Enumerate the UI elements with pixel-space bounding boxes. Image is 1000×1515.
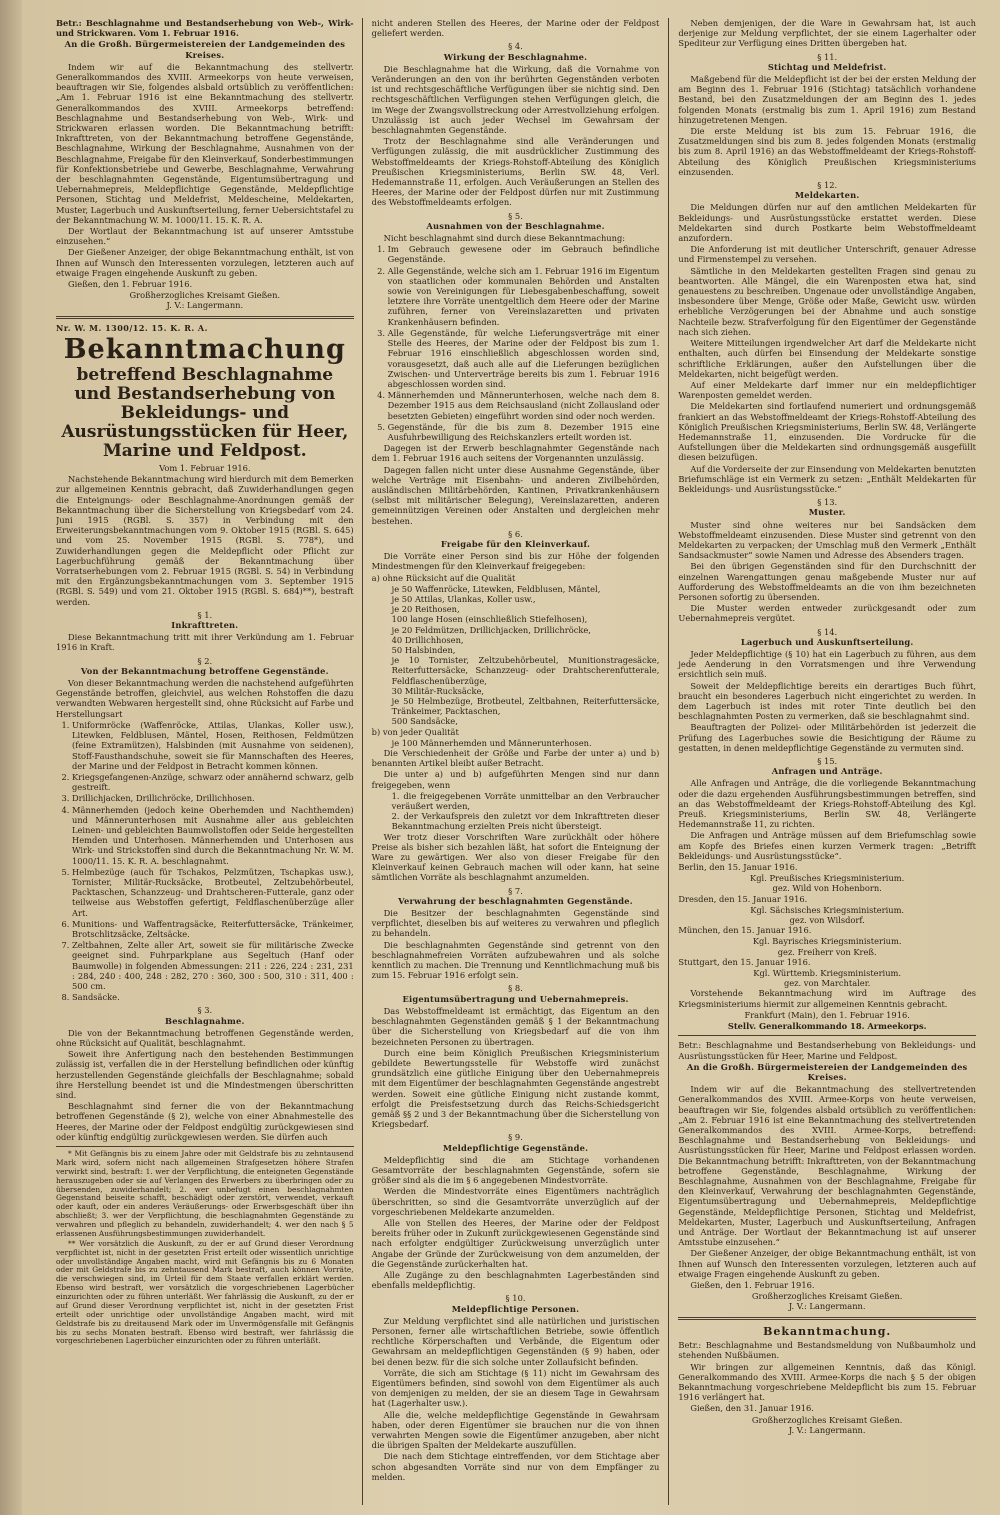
notice3-body: Wir bringen zur allgemeinen Kenntnis, daß das Königl. Generalkommando des XVIII. Armee-Korps die nach § 5 der obigen Bekanntmachung vorgeschriebene Meldepflicht bis zum 15. Februar 1916 verlängert hat. <box>678 1361 976 1403</box>
section-14-title: Lagerbuch und Auskunftserteilung. <box>740 636 914 647</box>
signature-4-place: Stuttgart, den 15. Januar 1916. <box>678 956 811 967</box>
section-8-text: Das Webstoffmeldeamt ist ermächtigt, das Eigentum an den beschlagnahmten Gegenständen gemäß § 1 der Bekanntmachung über die Sicherstellung von Kriegsbedarf auf die von ihm bezeichneten Personen zu übertragen. <box>371 1005 660 1047</box>
section-3-number: § 3. <box>197 1005 213 1016</box>
signature-1-name: gez. Wild von Hohenborn. <box>772 883 882 894</box>
section-7-title: Verwahrung der beschlagnahmten Gegenstände. <box>398 895 633 906</box>
list-item: 50 Halsbinden, <box>391 644 456 655</box>
column-1 <box>56 18 362 1505</box>
footnotes <box>56 1146 354 1346</box>
section-6-text: Die Vorräte einer Person sind bis zur Höhe der folgenden Mindestmengen für den Kleinverkauf freigegeben: <box>371 551 660 572</box>
divider <box>678 1035 976 1036</box>
section-9-text2: Werden die Mindestvorräte eines Eigentümers nachträglich überschritten, so sind die Gesamtvorräte unverzüglich auf der vorgeschriebenen Meldekarte anzumelden. <box>371 1186 660 1217</box>
divider <box>56 316 354 319</box>
notice2-body2: Der Gießener Anzeiger, der obige Bekanntmachung enthält, ist von Ihnen auf Wunsch den Interessenten vorzulegen, letzteren auch auf etwaige Fragen eingehende Auskunft zu geben. <box>678 1248 976 1279</box>
section-2-number: § 2. <box>197 655 213 666</box>
section-10-continued: Neben demjenigen, der die Ware in Gewahrsam hat, ist auch derjenige zur Meldung verpflichtet, der sie einem Lagerhalter oder Spediteur zur Verfügung eines Dritten übergeben hat. <box>678 18 976 49</box>
section-8-text2: Durch eine beim Königlich Preußischen Kriegsministerium gebildete Bewertungsstelle für Webstoffe wird zunächst grundsätzlich eine gütliche Einigung über den Uebernahmepreis mit dem Eigentümer der beschlagnahmten Gegenstände angestrebt werden. Soweit eine gütliche Einigung nicht zustande kommt, erfolgt die Preisfestsetzung durch das Reichs-Schiedsgericht gemäß §§ 2 und 3 der Bekanntmachung über die Sicherstellung von Kriegsbedarf. <box>371 1047 660 1130</box>
section-2-list <box>56 720 354 1002</box>
section-4-title: Wirkung der Beschlagnahme. <box>443 51 588 62</box>
notice2-betr: Betr.: Beschlagnahme und Bestandserhebung von Bekleidungs- und Ausrüstungsstücken für Heer, Marine und Feldpost. <box>678 1040 976 1061</box>
list-item: je 20 Reithosen, <box>391 604 460 615</box>
notice1-heading: An die Großh. Bürgermeistereien der Landgemeinden des Kreises. <box>64 39 346 60</box>
section-3-text2: Soweit ihre Anfertigung nach den bestehenden Bestimmungen zulässig ist, verfallen die in der Herstellung befindlichen oder künftig herzustellenden Gegenstände gleichfalls der Beschlagnahme; sobald ihre Herstellung beendet ist und die Mindestmengen überschritten sind. <box>56 1049 354 1100</box>
notice2-date: Gießen, den 1. Februar 1916. <box>690 1279 815 1290</box>
notice1-office: Großherzogliches Kreisamt Gießen. <box>129 290 281 301</box>
section-14-text: Jeder Meldepflichtige (§ 10) hat ein Lagerbuch zu führen, aus dem jede Aenderung in den Vorratsmengen und ihre Verwendung ersichtlich sein muß. <box>678 648 976 680</box>
list-item: 4. Männerhemden (jedoch keine Oberhemden und Nachthemden) und Männerunterhosen mit Ausnahme aller aus gebleichten Leinen- und gebleichten Baumwollstoffen oder Seide hergestellten Hemden und Unterhosen. Männerhemden und Unterhosen aus Wirk- und Strickstoffen sind durch die Bekanntmachung Nr. W. M. 1000/11. 15. K. R. A. beschlagnahmt. <box>72 805 354 866</box>
section-9-text3: Alle von Stellen des Heeres, der Marine oder der Feldpost bereits früher oder in Zukunft zurückgewiesenen Gegenstände sind nach erfolgter endgültiger Zurückweisung unverzüglich unter Angabe der Gründe der Zurückweisung von dem anzumelden, der die Gegenstände zurückerhalten hat. <box>371 1217 660 1269</box>
section-6-text3: Die unter a) und b) aufgeführten Mengen sind nur dann freigegeben, wenn <box>371 769 660 790</box>
column-2 <box>362 18 669 1505</box>
signature-4-office: Kgl. Württemb. Kriegsministerium. <box>753 968 902 979</box>
list-item: 2. der Verkaufspreis den zuletzt vor dem Inkrafttreten dieser Bekanntmachung erzielten Preis nicht übersteigt. <box>391 811 660 832</box>
section-4-number: § 4. <box>508 41 523 52</box>
section-9-title: Meldepflichtige Gegenstände. <box>442 1142 589 1153</box>
section-12-text3: Sämtliche in den Meldekarten gestellten Fragen sind genau zu beantworten. Alle Mängel, die ein Warenposten etwa hat, sind genauestens zu beschreiben. Ungenaue oder unvollständige Angaben, insbesondere über Menge, Größe oder Maße, Gewicht usw. würden erhebliche Verzögerungen bei der Abnahme und auch sonstige Nachteile bezw. Strafverfolgung für den Eigentümer der Gegenstände nach sich ziehen. <box>678 265 976 337</box>
section-10-text3: Alle die, welche meldepflichtige Gegenstände in Gewahrsam haben, oder deren Eigentümer sie brauchen nur die von ihnen verwahrten Mengen sowie die Eigentümer anzugeben, aber nicht die übrigen Spalten der Meldekarte auszufüllen. <box>371 1409 660 1451</box>
section-4-text: Die Beschlagnahme hat die Wirkung, daß die Vornahme von Veränderungen an den von ihr berührten Gegenständen verboten ist und rechtsgeschäftliche Verfügungen über sie nichtig sind. Den rechtsgeschäftlichen Verfügungen stehen Verfügungen gleich, die im Wege der Zwangsvollstreckung oder Arrestvollziehung erfolgen. Unzulässig ist auch jeder Wechsel im Gewahrsam der beschlagnahmten Gegenstände. <box>371 63 660 136</box>
section-12-text7: Auf die Vorderseite der zur Einsendung von Meldekarten benutzten Briefumschläge ist ein Vermerk zu setzen: „Enthält Meldekarten für Bekleidungs- und Ausrüstungsstücke.“ <box>678 463 976 494</box>
section-7-text2: Die beschlagnahmten Gegenstände sind getrennt von den beschlagnahmefreien Vorräten aufzubewahren und als solche kenntlich zu machen. Die Trennung und Kenntlichmachung muß bis zum 15. Februar 1916 erfolgt sein. <box>371 939 660 981</box>
closing-office: Stellv. Generalkommando 18. Armeekorps. <box>727 1021 927 1032</box>
column-3 <box>668 18 976 1505</box>
section-6-a: a) ohne Rücksicht auf die Qualität <box>371 572 516 583</box>
section-13-text: Muster sind ohne weiteres nur bei Sandsäcken dem Webstoffmeldeamt einzusenden. Diese Muster sind getrennt von den Meldekarten zu verpacken; der Umschlag muß den Vermerk „Enthält Sandsackmuster“ sowie Namen und Adresse des Absenders tragen. <box>678 519 976 561</box>
list-item: 4. Männerhemden und Männerunterhosen, welche nach dem 8. Dezember 1915 aus dem Reichsausland (nicht Zollausland oder besetzten Gebieten) eingeführt worden sind oder noch werden. <box>388 390 660 421</box>
signature-4-name: gez. von Marchtaler. <box>783 978 871 989</box>
section-10-text4: Die nach dem Stichtage eintreffenden, vor dem Stichtage aber schon abgesandten Vorräte sind nur von dem Empfänger zu melden. <box>371 1451 660 1482</box>
section-6-number: § 6. <box>508 528 523 539</box>
notice3-date: Gießen, den 31. Januar 1916. <box>690 1403 814 1414</box>
section-15-text2: Die Anfragen und Anträge müssen auf dem Briefumschlag sowie am Kopfe des Briefes einen kurzen Vermerk tragen: „Betrifft Bekleidungs- und Ausrüstungsstücke“. <box>678 830 976 861</box>
doc-number: Nr. W. M. 1300/12. 15. K. R. A. <box>56 322 208 333</box>
notice1-body: Indem wir auf die Bekanntmachung des stellvertr. Generalkommandos des XVIII. Armeekorps von heute verweisen, beauftragen wir Sie, folgendes alsbald ortsüblich zu veröffentlichen: „Am 1. Februar 1916 ist eine Bekanntmachung des stellvertr. Generalkommandos des XVIII. Armeekorps betreffend: Beschlagnahme und Bestandserhebung von Web-, Wirk- und Strickwaren erlassen worden. Die Bekanntmachung betrifft: Inkrafttreten, von der Bekanntmachung betroffene Gegenstände, Beschlagnahme, Wirkung der Beschlagnahme, Ausnahmen von der Beschlagnahme, Freigabe für den Kleinverkauf, Sonderbestimmungen für Konfektionsbetriebe und Gewerbe, Beschlagnahme, Verwahrung der beschlagnahmten Gegenstände, Eigentumsübertragung und Uebernahmepreis, Meldepflichtige Gegenstände, Meldepflichtige Personen, Stichtag und Meldefrist, Meldescheine, Meldekarten, Muster, Lagerbuch und Auskunftserteilung, ferner Uebersichtstafel zu der Bekanntmachung W. M. 1000/11. 15. K. R. A. <box>56 61 354 225</box>
section-6-list-b <box>392 738 660 748</box>
closing-text: Vorstehende Bekanntmachung wird im Auftrage des Kriegsministeriums hiermit zur allgemeinen Kenntnis gebracht. <box>678 988 976 1009</box>
section-13-title: Muster. <box>808 507 846 518</box>
section-6-title: Freigabe für den Kleinverkauf. <box>440 538 591 549</box>
notice3-office: Großherzogliches Kreisamt Gießen. <box>751 1414 903 1425</box>
list-item: je 10 Tornister, Zeltzubehörbeutel, Munitionstragesäcke, Reiterfuttersäcke, Schanzzeug- oder Drahtscherenfutterale, Feldflaschenüberzüge, <box>391 655 660 686</box>
section-15-text: Alle Anfragen und Anträge, die die vorliegende Bekanntmachung oder die dazu ergehenden Ausführungsbestimmungen betreffen, sind an das Webstoffmeldeamt der Kriegs-Rohstoff-Abteilung des Kgl. Preuß. Kriegsministeriums, Berlin SW. 48, Verlängerte Hedemannstraße 11, zu richten. <box>678 778 976 830</box>
signature-3-office: Kgl. Bayrisches Kriegsministerium. <box>752 936 902 947</box>
signature-1-office: Kgl. Preußisches Kriegsministerium. <box>750 873 905 884</box>
list-item: 3. Alle Gegenstände, für welche Lieferungsverträge mit einer Stelle des Heeres, der Marine oder der Feldpost bis zum 1. Februar 1916 einschließlich abgeschlossen worden sind, vorausgesetzt, daß auch alle auf die Lieferungen bezüglichen Zwischen- und Unterverträge bereits bis zum 1. Februar 1916 abgeschlossen worden sind. <box>388 328 660 389</box>
main-subtitle: betreffend Beschlagnahme und Bestandserhebung von Bekleidungs- und Ausrüstungsstücken für Heer, Marine und Feldpost. <box>61 364 349 461</box>
list-item: 5. Helmbezüge (auch für Tschakos, Pelzmützen, Tschapkas usw.), Tornister, Militär-Rucksäcke, Brotbeutel, Zeltzubehörbeutel, Packtaschen, Schanzzeug- und Drahtscheren-Futterale, ganz oder teilweise aus Webstoffen gefertigt, Feldflaschenüberzüge aller Art. <box>72 867 354 918</box>
section-11-text2: Die erste Meldung ist bis zum 15. Februar 1916, die Zusatzmeldungen sind bis zum 8. jedes folgenden Monats (erstmalig bis zum 8. April 1916) an das Webstoffmeldeamt der Kriegs-Rohstoff-Abteilung des Königlich Preußischen Kriegsministeriums einzusenden. <box>678 126 976 177</box>
list-item: 500 Sandsäcke, <box>391 716 458 727</box>
section-5-number: § 5. <box>508 210 523 221</box>
section-15-title: Anfragen und Anträge. <box>771 766 883 777</box>
section-9-text4: Alle Zugänge zu den beschlagnahmten Lagerbeständen sind ebenfalls meldepflichtig. <box>371 1269 660 1291</box>
section-11-number: § 11. <box>817 51 838 62</box>
list-item: 1. Uniformröcke (Waffenröcke, Attilas, Ulankas, Koller usw.), Litewken, Feldblusen, Mäntel, Hosen, Reithosen, Feldmützen (feine Extramützen), Halsbinden (mit Ausnahme von seidenen), Stoff-Fausthandschuhe, soweit sie für Mannschaften des Heeres, der Marine und der Feldpost in Betracht kommen können. <box>72 720 354 771</box>
section-3-text: Die von der Bekanntmachung betroffenen Gegenstände werden, ohne Rücksicht auf Qualität, beschlagnahmt. <box>56 1027 354 1048</box>
notice3-betr: Betr.: Beschlagnahme und Bestandsmeldung von Nußbaumholz und stehenden Nußbäumen. <box>678 1340 976 1361</box>
section-3-title: Beschlagnahme. <box>165 1015 245 1026</box>
signature-3-name: gez. Freiherr von Kreß. <box>777 946 877 957</box>
section-10-text: Zur Meldung verpflichtet sind alle natürlichen und juristischen Personen, ferner alle wirtschaftlichen Betriebe, sowie öffentlich rechtliche Körperschaften und Verbände, die Eigentum oder Gewahrsam an meldepflichtigen Gegenständen (§ 9) haben, oder bei denen bezw. für die sich solche unter Zollaufsicht befinden. <box>371 1315 660 1367</box>
section-13-text2: Bei den übrigen Gegenständen sind für den Durchschnitt der einzelnen Warengattungen genau maßgebende Muster nur auf Aufforderung des Webstoffmeldeamts an die von ihm bezeichneten Personen sofortig zu übersenden. <box>678 561 976 602</box>
list-item: 6. Munitions- und Waffentragsäcke, Reiterfuttersäcke, Tränkeimer, Brotschlitzsäcke, Zeltsäcke. <box>72 919 354 939</box>
list-item: 5. Gegenstände, für die bis zum 8. Dezember 1915 eine Ausfuhrbewilligung des Reichskanzlers erteilt worden ist. <box>388 422 660 442</box>
section-6-text4: Wer trotz dieser Vorschriften Ware zurückhält oder höhere Preise als bisher sich bezahlen läßt, hat sofort die Enteignung der Ware zu gewärtigen. Wer also von dieser Freigabe für den Kleinverkauf keinen Gebrauch machen will oder kann, hat seine sämtlichen Vorräte als beschlagnahmt anzumelden. <box>371 831 660 883</box>
notice2-sign: J. V.: Langermann. <box>788 1301 866 1312</box>
list-item: je 100 Männerhemden und Männerunterhosen. <box>391 737 592 748</box>
notice1-date: Gießen, den 1. Februar 1916. <box>68 279 193 290</box>
section-12-text4: Weitere Mitteilungen irgendwelcher Art darf die Meldekarte nicht enthalten, auch dürfen bei Einsendung der Meldekarte sonstige schriftliche Erklärungen, außer den Aufstellungen über die Meldekarten, nicht beigefügt werden. <box>678 338 976 379</box>
list-item: 2. Kriegsgefangenen-Anzüge, schwarz oder annähernd schwarz, gelb gestreift. <box>72 772 354 792</box>
section-12-text6: Die Meldekarten sind fortlaufend numeriert und ordnungsgemäß frankiert an das Webstoffmeldeamt der Kriegs-Rohstoff-Abteilung des Königlich Preußischen Kriegsministeriums, Berlin SW. 48, Verlängerte Hedemannstraße 11, einzusenden. Die Vordrucke für die Aufstellungen über die Meldekarten sind ordnungsgemäß ausgefüllt diesen beizufügen. <box>678 401 976 463</box>
list-item: 7. Zeltbahnen, Zelte aller Art, soweit sie für militärische Zwecke geeignet sind. Fuhrparkplane aus Segeltuch (Hanf oder Baumwolle) in folgenden Abmessungen: 211 : 226, 224 : 231, 231 : 284, 240 : 400, 248 : 282, 270 : 360, 300 : 500, 310 : 311, 400 : 500 cm. <box>72 940 354 991</box>
section-6-list-a <box>392 584 660 727</box>
section-5-text3: Dagegen fallen nicht unter diese Ausnahme Gegenstände, über welche Verträge mit Eisenbahn- und anderen Zivilbehörden, ausländischen Militärbehörden, Kantinen, Privatkrankenhäusern (selbst mit militärischer Belegung), Vereinslazaretten, anderen gemeinnützigen Vereinen oder Anstalten und dergleichen mehr bestehen. <box>371 464 660 526</box>
section-11-text: Maßgebend für die Meldepflicht ist der bei der ersten Meldung der am Beginn des 1. Februar 1916 (Stichtag) tatsächlich vorhandene Bestand, bei den Zusatzmeldungen der am Beginn des 1. jedes folgenden Monats (erstmalig bis zum 1. April 1916) zum Bestand hinzugetretenen Mengen. <box>678 74 976 125</box>
signature-3-place: München, den 15. Januar 1916. <box>678 925 812 936</box>
section-5-list <box>372 244 660 442</box>
section-14-text2: Soweit der Meldepflichtige bereits ein derartiges Buch führt, braucht ein besonderes Lagerbuch nicht eingerichtet zu werden. In dem Lagerbuch ist indes mit roter Tinte deutlich bei den beschlagnahmten Posten zu vermerken, daß sie beschlagnahmt sind. <box>678 680 976 722</box>
section-2-text: Von dieser Bekanntmachung werden die nachstehend aufgeführten Gegenstände betroffen, gleichviel, aus welchen Rohstoffen die dazu verwandten Webwaren hergestellt sind, ohne Rücksicht auf Farbe und Herstellungsart <box>56 678 354 719</box>
main-title: Bekanntmachung <box>63 333 346 365</box>
notice1-sign: J. V.: Langermann. <box>166 300 244 311</box>
section-7-number: § 7. <box>508 885 523 896</box>
divider <box>678 1317 976 1320</box>
section-14-number: § 14. <box>817 626 838 637</box>
section-8-title: Eigentumsübertragung und Uebernahmepreis. <box>402 993 629 1004</box>
section-10-title: Meldepflichtige Personen. <box>451 1303 580 1314</box>
signature-1-place: Berlin, den 15. Januar 1916. <box>678 862 798 873</box>
section-1-title: Inkrafttreten. <box>171 620 239 631</box>
list-item: 2. Alle Gegenstände, welche sich am 1. Februar 1916 im Eigentum von staatlichen oder kommunalen Behörden und Anstalten sowie von Vereinigungen für Liebesgabenbeschaffung, soweit letztere ihre Vorräte unentgeltlich dem Heere oder der Marine zuführen, ferner von Vereinslazaretten und privaten Krankenhäusern befinden. <box>388 266 660 327</box>
section-15-number: § 15. <box>817 756 838 767</box>
section-6-list-c <box>392 791 660 832</box>
signature-2-place: Dresden, den 15. Januar 1916. <box>678 893 808 904</box>
notice2-office: Großherzogliches Kreisamt Gießen. <box>751 1291 903 1302</box>
section-5-text: Nicht beschlagnahmt sind durch diese Bekanntmachung: <box>383 233 626 244</box>
list-item: je 50 Waffenröcke, Litewken, Feldblusen, Mäntel, <box>391 583 601 594</box>
list-item: je 20 Feldmützen, Drillichjacken, Drillichröcke, <box>391 624 591 635</box>
section-2-title: Von der Bekanntmachung betroffene Gegenstände. <box>80 665 329 676</box>
section-9-number: § 9. <box>508 1132 523 1143</box>
section-10-text2: Vorräte, die sich am Stichtage (§ 11) nicht im Gewahrsam des Eigentümers befinden, sind sowohl von dem Eigentümer als auch von demjenigen zu melden, der sie an diesem Tage in Gewahrsam hat (Lagerhalter usw.). <box>371 1367 660 1409</box>
section-8-number: § 8. <box>508 983 523 994</box>
signature-2-office: Kgl. Sächsisches Kriegsministerium. <box>750 904 905 915</box>
list-item: je 50 Attilas, Ulankas, Koller usw., <box>391 593 536 604</box>
notice3-sign: J. V.: Langermann. <box>788 1424 866 1435</box>
list-item: 100 lange Hosen (einschließlich Stiefelhosen), <box>391 614 588 625</box>
section-3-continued: nicht anderen Stellen des Heeres, der Marine oder der Feldpost geliefert werden. <box>371 18 660 39</box>
section-1-text: Diese Bekanntmachung tritt mit ihrer Verkündung am 1. Februar 1916 in Kraft. <box>56 632 354 653</box>
section-12-text2: Die Anforderung ist mit deutlicher Unterschrift, genauer Adresse und Firmenstempel zu versehen. <box>678 244 976 265</box>
section-1-number: § 1. <box>197 609 213 620</box>
page-binding-edge <box>0 0 22 1515</box>
section-10-number: § 10. <box>505 1293 526 1304</box>
main-date: Vom 1. Februar 1916. <box>159 463 251 474</box>
notice1-body2: Der Wortlaut der Bekanntmachung ist auf unserer Amtsstube einzusehen.“ <box>56 226 354 247</box>
signature-2-name: gez. von Wilsdorf. <box>789 915 865 926</box>
notice2-heading: An die Großh. Bürgermeistereien der Landgemeinden des Kreises. <box>686 1061 968 1082</box>
closing-place: Frankfurt (Main), den 1. Februar 1916. <box>744 1009 910 1020</box>
list-item: 8. Sandsäcke. <box>72 992 354 1002</box>
notice2-body: Indem wir auf die Bekanntmachung des stellvertretenden Generalkommandos des XVIII. Armee-Korps von heute verweisen, beauftragen wir Sie, folgendes alsbald ortsüblich zu veröffentlichen: „Am 2. Februar 1916 ist eine Bekanntmachung des stellvertretenden Generalkommandos des XVIII. Armee-Korps, betreffend: Beschlagnahme und Bestandserhebung von Bekleidungs- und Ausrüstungsstücken für Heer, Marine und Feldpost erlassen worden. Die Bekanntmachung betrifft: Inkrafttreten, von der Bekanntmachung betroffene Gegenstände, Beschlagnahme, Wirkung der Beschlagnahme, Ausnahmen von der Beschlagnahme, Freigabe für den Kleinverkauf, Verwahrung der beschlagnahmten Gegenstände, Eigentumsübertragung und Uebernahmepreis, Meldepflichtige Gegenstände, Meldepflichtige Personen, Stichtag und Meldefrist, Meldekarten, Muster, Lagerbuch und Auskunftserteilung, Anfragen und Anträge. Der Wortlaut der Bekanntmachung ist auf unserer Amtsstube einzusehen.“ <box>678 1084 976 1248</box>
section-12-number: § 12. <box>817 180 838 191</box>
list-item: 40 Drillichhosen, <box>391 634 464 645</box>
footnote-1: * Mit Gefängnis bis zu einem Jahre oder mit Geldstrafe bis zu zehntausend Mark wird, sofern nicht nach allgemeinen Strafgesetzen höhere Strafen verwirkt sind, bestraft: 1. wer der Verpflichtung, die enteigneten Gegenstände herauszugeben oder sie auf Verlangen des Erwerbers zu überbringen oder zu übersenden, zuwiderhandelt; 2. wer unbefugt einen beschlagnahmten Gegenstand beiseite schafft, beschädigt oder zerstört, verwendet, verkauft oder kauft, oder ein anderes Veräußerungs- oder Erwerbsgeschäft über ihn abschließt; 3. wer der Verpflichtung, die beschlagnahmten Gegenstände zu verwahren und pfleglich zu behandeln, zuwiderhandelt; 4. wer den nach § 5 erlassenen Ausführungsbestimmungen zuwiderhandelt. <box>56 1149 354 1238</box>
section-3-text3: Beschlagnahmt sind ferner die von der Bekanntmachung betroffenen Gegenstände (§ 2), welche von einer Abnahmestelle des Heeres, der Marine oder der Feldpost endgültig zurückgewiesen sind oder künftig endgültig zurückgewiesen werden. Sie dürfen auch <box>56 1101 354 1142</box>
notice3-title: Bekanntmachung. <box>763 1324 892 1338</box>
section-5-title: Ausnahmen von der Beschlagnahme. <box>426 220 605 231</box>
section-6-text2: Die Verschiedenheit der Größe und Farbe der unter a) und b) benannten Artikel bleibt außer Betracht. <box>371 748 660 769</box>
notice1-betr: Betr.: Beschlagnahme und Bestandserhebung von Web-, Wirk- und Strickwaren. Vom 1. Februar 1916. <box>56 18 354 39</box>
footnote-2: ** Wer vorsätzlich die Auskunft, zu der er auf Grund dieser Verordnung verpflichtet ist, nicht in der gesetzten Frist erteilt oder wissentlich unrichtige oder unvollständige Angaben macht, wird mit Gefängnis bis zu 6 Monaten oder mit Geldstrafe bis zu zehntausend Mark bestraft, auch können Vorräte, die verschwiegen sind, im Urteil für dem Staate verfallen erklärt werden. Ebenso wird bestraft, wer vorsätzlich die vorgeschriebenen Lagerbücher einzurichten oder zu führen unterläßt. Wer fahrlässig die Auskunft, zu der er auf Grund dieser Verordnung verpflichtet ist, nicht in der gesetzten Frist erteilt oder unrichtige oder unvollständige Angaben macht, wird mit Geldstrafe bis zu dreitausend Mark oder im Unvermögensfalle mit Gefängnis bis zu sechs Monaten bestraft. Ebenso wird bestraft, wer fahrlässig die vorgeschriebenen Lagerbücher einzurichten oder zu führen unterläßt. <box>56 1238 354 1346</box>
list-item: 1. die freigegebenen Vorräte unmittelbar an den Verbraucher veräußert werden, <box>391 790 660 812</box>
list-item: 3. Drillichjacken, Drillichröcke, Drillichhosen. <box>72 793 354 803</box>
section-13-number: § 13. <box>817 497 838 508</box>
section-11-title: Stichtag und Meldefrist. <box>767 61 887 72</box>
section-7-text: Die Besitzer der beschlagnahmten Gegenstände sind verpflichtet, dieselben bis auf weiteres zu verwahren und pfleglich zu behandeln. <box>371 908 660 939</box>
section-12-text5: Auf einer Meldekarte darf immer nur ein meldepflichtiger Warenposten gemeldet werden. <box>678 379 976 401</box>
list-item: 30 Militär-Rucksäcke, <box>391 685 485 696</box>
section-4-text2: Trotz der Beschlagnahme sind alle Veränderungen und Verfügungen zulässig, die mit ausdrücklicher Zustimmung des Webstoffmeldeamts der Kriegs-Rohstoff-Abteilung des Königlich Preußischen Kriegsministeriums, Berlin SW. 48, Verl. Hedemannstraße 11, erfolgen. Auch Veräußerungen an Stellen des Heeres, der Marine oder der Feldpost dürfen nur mit Zustimmung des Webstoffmeldeamts erfolgen. <box>371 136 660 208</box>
section-6-b: b) von jeder Qualität <box>371 726 459 737</box>
intro-text: Nachstehende Bekanntmachung wird hierdurch mit dem Bemerken zur allgemeinen Kenntnis gebracht, daß Zuwiderhandlungen gegen die Enteignungs- oder Beschlagnahme-Anordnungen gemäß der Bekanntmachung über die Sicherstellung von Kriegsbedarf vom 24. Juni 1915 (RGBl. S. 357) in Verbindung mit den Erweiterungsbekanntmachungen vom 9. Oktober 1915 (RGBl. S. 645) und vom 25. November 1915 (RGBl. S. 778*), und Zuwiderhandlungen gegen die Meldepflicht oder Pflicht zur Lagerbuchführung gemäß der Bekanntmachung über Vorratserhebungen vom 2. Februar 1915 (RGBl. S. 54) in Verbindung mit den Ergänzungsbekanntmachungen vom 3. September 1915 (RGBl. S. 549) und vom 21. Oktober 1915 (RGBl. S. 684)**), bestraft werden. <box>56 474 354 607</box>
section-13-text3: Die Muster werden entweder zurückgesandt oder zum Uebernahmepreis vergütet. <box>678 603 976 624</box>
notice1-body3: Der Gießener Anzeiger, der obige Bekanntmachung enthält, ist von Ihnen auf Wunsch den Interessenten vorzulegen, letzteren auch auf etwaige Fragen eingehende Auskunft zu geben. <box>56 247 354 278</box>
section-14-text3: Beauftragten der Polizei- oder Militärbehörden ist jederzeit die Prüfung des Lagerbuches sowie die Besichtigung der Räume zu gestatten, in denen meldepflichtige Gegenstände zu vermuten sind. <box>678 722 976 753</box>
section-9-text: Meldepflichtig sind die am Stichtage vorhandenen Gesamtvorräte der beschlagnahmten Gegenstände, sofern sie größer sind als die im § 6 angegebenen Mindestvorräte. <box>371 1154 660 1186</box>
list-item: 1. Im Gebrauch gewesene oder im Gebrauch befindliche Gegenstände. <box>388 244 660 264</box>
list-item: je 50 Helmbezüge, Brotbeutel, Zeltbahnen, Reiterfuttersäcke, Tränkeimer, Packtaschen, <box>391 696 660 717</box>
section-12-text: Die Meldungen dürfen nur auf den amtlichen Meldekarten für Bekleidungs- und Ausrüstungsstücke erstattet werden. Diese Meldekarten sind durch Postkarte beim Webstoffmeldeamt anzufordern. <box>678 202 976 244</box>
section-5-text2: Dagegen ist der Erwerb beschlagnahmter Gegenstände nach dem 1. Februar 1916 auch seitens der Vorgenannten unzulässig. <box>371 443 660 464</box>
section-12-title: Meldekarten. <box>794 190 860 201</box>
